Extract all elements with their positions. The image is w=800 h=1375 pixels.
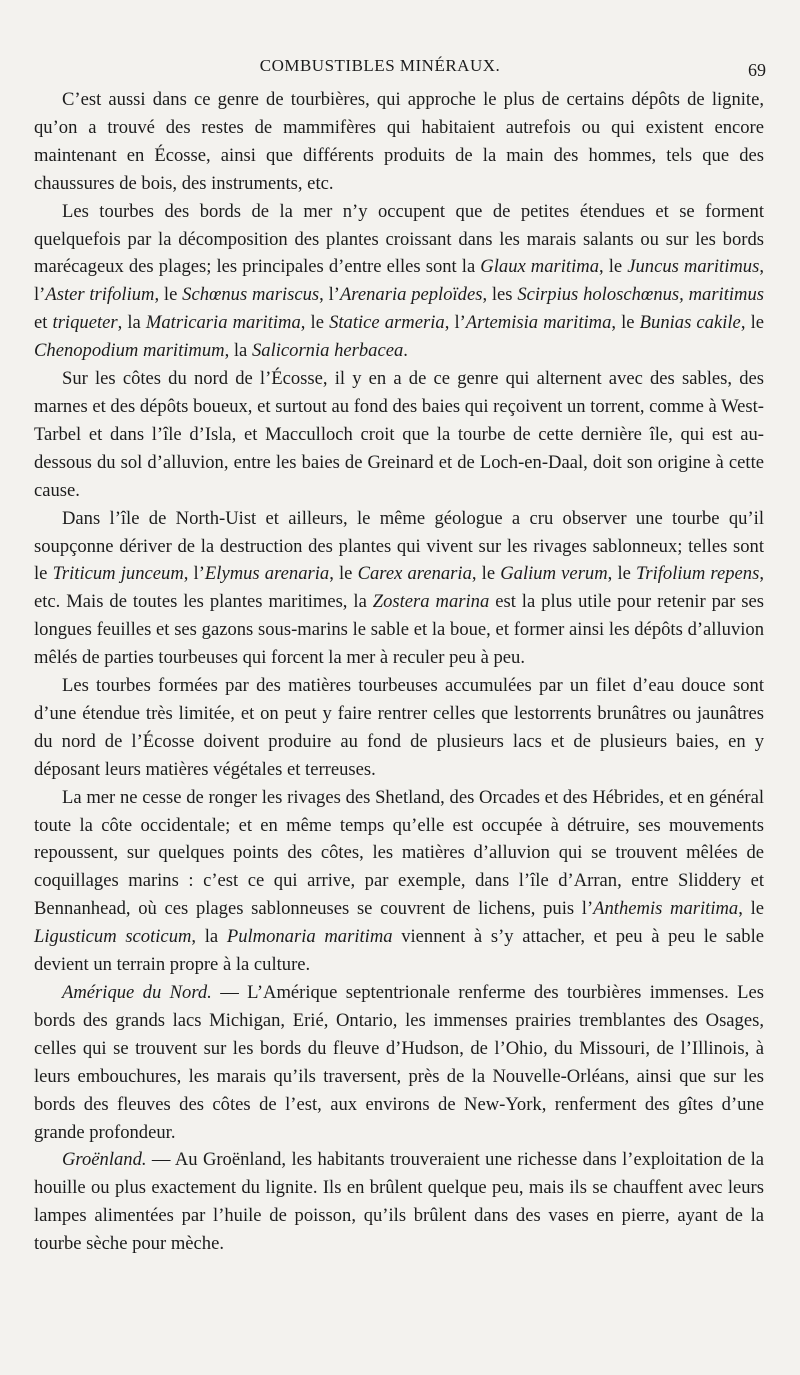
species-name: Elymus arenaria xyxy=(204,563,330,585)
running-header xyxy=(0,56,800,86)
species-name: Juncus maritimus xyxy=(627,256,760,278)
species-name: Scirpius holoschœnus, maritimus xyxy=(517,284,765,306)
species-name: triqueter xyxy=(52,312,118,334)
species-name: Ligusticum scoticum xyxy=(34,926,192,948)
species-name: Statice armeria xyxy=(329,312,445,334)
paragraph-8: Groënland. — Au Groënland, les habitants trouveraient une richesse dans l’exploitation de la houille ou plus exactement du lignite. Ils en brûlent quelque peu, mais ils se chauffent avec leurs lampes alimentées par l’huile de poisson, qu’ils brûlent dans des vases en pierre, ayant de la tourbe sèche pour mèche. xyxy=(34,1149,764,1255)
species-name: Artemisia maritima xyxy=(465,312,612,334)
species-name: Bunias cakile xyxy=(639,312,741,334)
body-text xyxy=(34,86,764,1258)
species-name: Matricaria maritima xyxy=(145,312,301,334)
paragraph-4: Dans l’île de North-Uist et ailleurs, le même géologue a cru observer une tourbe qu’il soupçonne dériver de la destruction des plantes qui vivent sur les rivages sablonneux; telles sont le Triticum junceum, l’Elymus arenaria, le Carex arenaria, le Galium verum, le Trifolium repens, etc. Mais de toutes les plantes maritimes, la Zostera marina est la plus utile pour retenir par ses longues feuilles et ses gazons sous-marins le sable et la boue, et former ainsi les dépôts d’alluvion mêlés de parties tourbeuses qui forcent la mer à reculer peu à peu. xyxy=(34,507,764,669)
species-name: Salicornia herbacea xyxy=(251,340,404,362)
paragraph-3: Sur les côtes du nord de l’Écosse, il y en a de ce genre qui alternent avec des sables, des marnes et des dépôts boueux, et surtout au fond des baies qui reçoivent un torrent, comme à West-Tarbel et dans l’île d’Isla, et Macculloch croit que la tourbe de cette dernière île, qui est au-dessous du sol d’alluvion, entre les baies de Greinard et de Loch-en-Daal, doit son origine à cette cause. xyxy=(34,368,764,501)
species-name: Triticum junceum xyxy=(52,563,184,585)
section-heading: Groënland. xyxy=(62,1149,147,1171)
species-name: Zostera marina xyxy=(372,591,490,613)
species-name: Arenaria peploïdes xyxy=(339,284,483,306)
species-name: Anthemis maritima xyxy=(593,898,739,920)
species-name: Carex arenaria xyxy=(357,563,472,585)
species-name: Glaux maritima xyxy=(480,256,599,278)
species-name: Pulmonaria maritima xyxy=(226,926,393,948)
paragraph-1: C’est aussi dans ce genre de tourbières, qui approche le plus de certains dépôts de lignite, qu’on a trouvé des restes de mammifères qui habitaient autrefois ou qui existent encore maintenant en Écosse, ainsi que différents produits de la main des hommes, tels que des chaussures de bois, des instruments, etc. xyxy=(34,89,764,194)
paragraph-5: Les tourbes formées par des matières tourbeuses accumulées par un filet d’eau douce sont d’une étendue très limitée, et on peut y faire rentrer celles que lestorrents brunâtres ou jaunâtres du nord de l’Écosse doivent produire au fond de plusieurs lacs et de plusieurs baies, en y déposant leurs matières végétales et terreuses. xyxy=(34,675,764,780)
section-heading: Amérique du Nord. xyxy=(62,982,212,1003)
paragraph-6: La mer ne cesse de ronger les rivages des Shetland, des Orcades et des Hébrides, et en général toute la côte occidentale; et en même temps qu’elle est occupée à détruire, ses mouvements repoussent, sur quelques points des côtes, les matières d’alluvion qui se trouvent mêlées de coquillages marins : c’est ce qui arrive, par exemple, dans l’île d’Arran, entre Sliddery et Bennanhead, où ces plages sablonneuses se couvrent de lichens, puis l’Anthemis maritima, le Ligusticum scoticum, la Pulmonaria maritima viennent à s’y attacher, et peu à peu le sable devient un terrain propre à la culture. xyxy=(34,786,765,976)
page-number: 69 xyxy=(748,60,766,80)
species-name: Schœnus mariscus xyxy=(182,284,320,306)
paragraph-7: Amérique du Nord. — L’Amérique septentrionale renferme des tourbières immenses. Les bords des grands lacs Michigan, Erié, Ontario, les immenses prairies tremblantes des Osages, celles qui se trouvent sur les bords du fleuve d’Hudson, de l’Ohio, du Missouri, de l’Illinois, à leurs embouchures, les marais qu’ils traversent, près de la Nouvelle-Orléans, ainsi que sur les bords des fleuves des côtes de l’est, aux environs de New-York, renferment des gîtes d’une grande profondeur. xyxy=(34,982,764,1143)
species-name: Chenopodium maritimum xyxy=(34,340,225,362)
species-name: Aster trifolium xyxy=(45,284,155,306)
paragraph-2: Les tourbes des bords de la mer n’y occupent que de petites étendues et se forment quelquefois par la décomposition des plantes croissant dans les marais salants ou sur les bords marécageux des plages; les principales d’entre elles sont la Glaux maritima, le Juncus maritimus, l’Aster trifolium, le Schœnus mariscus, l’Arenaria peploïdes, les Scirpius holoschœnus, maritimus et triqueter, la Matricaria maritima, le Statice armeria, l’Artemisia maritima, le Bunias cakile, le Chenopodium maritimum, la Salicornia herbacea. xyxy=(34,200,765,362)
running-title: COMBUSTIBLES MINÉRAUX. xyxy=(259,56,501,75)
species-name: Galium verum xyxy=(500,563,608,585)
species-name: Trifolium repens xyxy=(636,563,760,585)
